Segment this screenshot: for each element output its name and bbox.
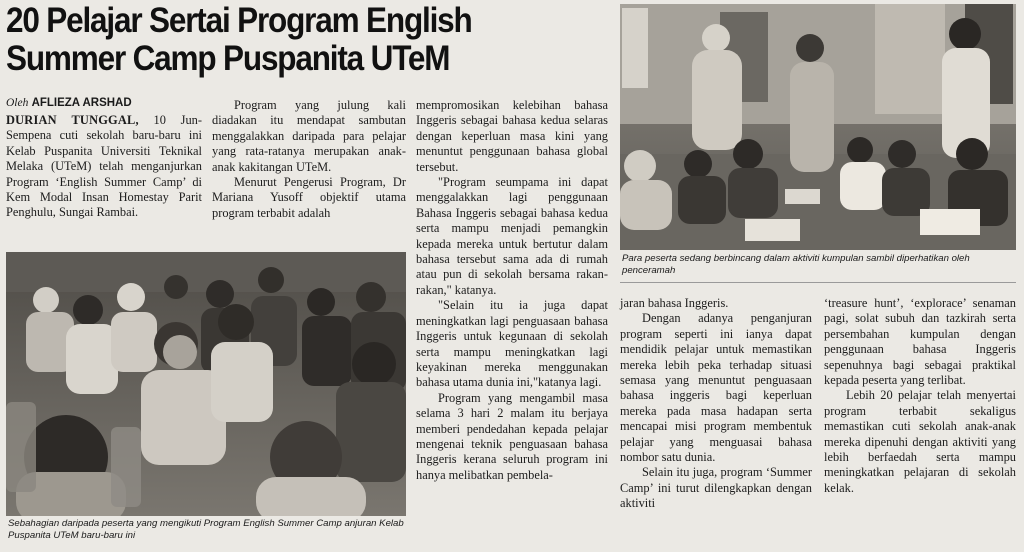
bottom-photo-caption: Sebahagian daripada peserta yang mengikuti Program English Summer Camp anjuran Kelab Puspanita UTeM baru-baru ini — [8, 518, 404, 541]
byline-prefix: Oleh — [6, 97, 29, 109]
column-2-paragraph-2: Menurut Pengerusi Program, Dr Mariana Yusoff objektif utama program terbabit adalah — [212, 175, 406, 220]
article-column-1 — [6, 113, 202, 221]
article-column-4 — [620, 296, 812, 512]
byline-name: AFLIEZA ARSHAD — [31, 97, 132, 109]
headline — [6, 2, 551, 78]
column-5-paragraph-2: Lebih 20 pelajar telah menyertai program terbabit sekaligus memastikan cuti sekolah anak-anak mereka dipenuhi dengan aktiviti yang lebih berfaedah serta mampu meningkatkan pelajaran di sekolah kelak. — [824, 388, 1016, 495]
headline-line-2: Summer Camp Puspanita UTeM — [6, 39, 450, 78]
photo-participants-seated — [6, 252, 406, 516]
column-2-paragraph-1: Program yang julung kali diadakan itu mendapat sambutan menggalakkan daripada para pelajar yang rata-ratanya merupakan anak-anak kakitangan UTeM. — [212, 98, 406, 174]
photo-group-activity — [620, 4, 1016, 250]
column-4-paragraph-2: Dengan adanya penganjuran program seperti ini ianya dapat mendidik pelajar untuk memastikan mereka lebih peka terhadap situasi semasa yang menuntut penguasaan bahasa inggeris bagi keperluan mereka pada masa hadapan serta mencapai misi program membentuk pelajar yang menguasai bahasa nombor satu dunia. — [620, 311, 812, 465]
photo-divider — [620, 282, 1016, 283]
column-1-paragraph-1: 10 Jun-Sempena cuti sekolah baru-baru ini Kelab Puspanita Universiti Teknikal Melaka (UTeM) telah menganjurkan Program ‘English Summer Camp’ di Kem Modal Insan Homestay Parit Penghulu, Sungai Rambai. — [6, 113, 202, 220]
photo-group-activity-image — [620, 4, 1016, 250]
article-column-5 — [824, 296, 1016, 496]
column-4-paragraph-3: Selain itu juga, program ‘Summer Camp’ ini turut dilengkapkan dengan aktiviti — [620, 465, 812, 511]
column-4-paragraph-1: jaran bahasa Inggeris. — [620, 296, 729, 310]
column-5-paragraph-1: ‘treasure hunt’, ‘explorace’ senaman pagi, solat subuh dan tazkirah serta persembahan kumpulan dengan penggunaan bahasa Inggeris sepenuhnya bagi sebagai praktikal kepada peserta yang terlibat. — [824, 296, 1016, 388]
article-column-3 — [416, 98, 608, 483]
top-photo-caption: Para peserta sedang berbincang dalam aktiviti kumpulan sambil diperhatikan oleh penceramah — [622, 253, 970, 276]
headline-line-1: 20 Pelajar Sertai Program English — [6, 1, 472, 40]
article-column-2 — [212, 98, 406, 221]
dateline: DURIAN TUNGGAL, — [6, 113, 139, 127]
photo-participants-image — [6, 252, 406, 516]
byline — [6, 97, 132, 109]
column-3-paragraph-1: mempromosikan kelebihan bahasa Inggeris sebagai bahasa kedua selaras dengan keperluan masa kini yang menuntut penggunaan bahasa global tersebut. — [416, 98, 608, 174]
column-3-paragraph-2: "Program seumpama ini dapat menggalakkan lagi penggunaan Bahasa Inggeris sebagai bahasa kedua serta mampu menjadi pemangkin kepada mereka untuk bertutur dalam bahasa tersebut sama ada di rumah atau pun di sekolah bersama rakan-rakan," katanya. — [416, 175, 608, 297]
column-3-paragraph-4: Program yang mengambil masa selama 3 hari 2 malam itu berjaya memberi pendedahan kepada pelajar mengenai teknik penguasaan bahasa Inggeris kerana seluruh program ini hanya melibatkan pembela- — [416, 390, 608, 482]
column-3-paragraph-3: "Selain itu ia juga dapat meningkatkan lagi penguasaan bahasa Inggeris untuk kegunaan di sekolah serta mampu meningkatkan lagi keyakinan mereka menggunakan bahasa utama dunia ini,"katanya lagi. — [416, 298, 608, 390]
